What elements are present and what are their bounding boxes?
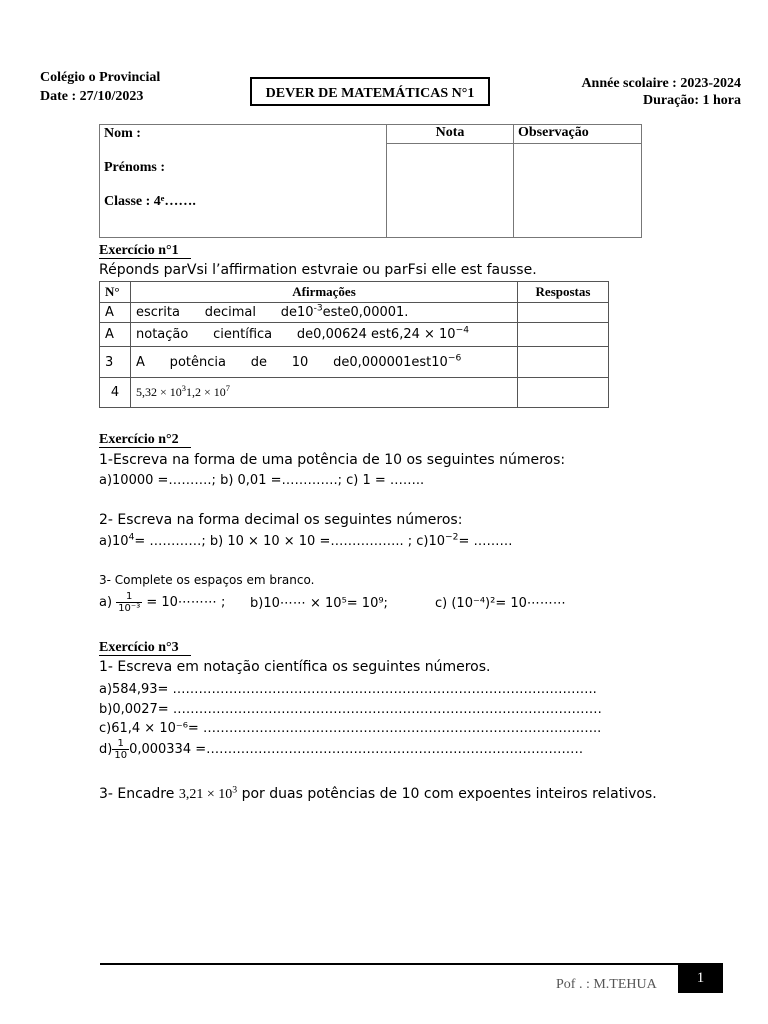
observacao-header: Observação (514, 125, 642, 144)
ex1-col-resp: Respostas (518, 282, 609, 303)
classe-label: Classe : 4ᵉ……. (104, 194, 196, 209)
ex3-title: Exercício n°3 (99, 640, 191, 656)
nom-label: Nom : (104, 126, 141, 141)
student-id-table (99, 124, 642, 238)
ex3-d: d) $\frac{1}{10}$ 0,000334 =…………………………………………………………………………… (99, 738, 584, 761)
row-answer-cell[interactable] (518, 347, 609, 378)
table-row (100, 323, 609, 347)
nota-header: Nota (387, 125, 514, 144)
fraction: $\frac{1}{10}$ (114, 738, 128, 761)
ex2-q1-items: a)10000 =……….; b) 0,01 =………….; c) 1 = …….. (99, 473, 425, 488)
ex2-q2: 2- Escreva na forma decimal os seguintes números: (99, 512, 463, 528)
fraction: $\frac{1}{\text{10⁻³}}$ (118, 591, 141, 614)
observacao-cell (514, 144, 642, 238)
ex2-title: Exercício n°2 (99, 432, 191, 448)
prenoms-label: Prénoms : (104, 160, 166, 175)
exam-date: Date : 27/10/2023 (40, 89, 144, 104)
ex3-b: b)0,0027= ……………………………………………………………………………………… (99, 702, 602, 717)
row-num: A (100, 323, 131, 347)
footer-teacher: Pof . : M.TEHUA (556, 977, 657, 992)
school-header (40, 68, 160, 106)
row-answer-cell[interactable] (518, 323, 609, 347)
row-num: 3 (100, 347, 131, 378)
ex1-col-aff: Afirmações (131, 282, 518, 303)
ex3-a: a)584,93= …………………………………………………………………………………….. (99, 682, 597, 697)
row-answer-cell[interactable] (518, 378, 609, 408)
year-duration (581, 75, 741, 109)
table-row (100, 347, 609, 378)
duration: Duração: 1 hora (643, 93, 741, 108)
footer-divider (100, 963, 722, 965)
nota-cell (387, 144, 514, 238)
ex2-q1: 1-Escreva na forma de uma potência de 10 os seguintes números: (99, 452, 566, 468)
document-title: DEVER DE MATEMÁTICAS N°1 (250, 77, 490, 106)
row-answer-cell[interactable] (518, 303, 609, 323)
table-row (100, 303, 609, 323)
ex1-table (99, 281, 609, 408)
row-num: 4 (100, 378, 131, 408)
row-num: A (100, 303, 131, 323)
ex3-c: c)61,4 × 10⁻⁶= ……………………………………………………………………………….. (99, 721, 602, 736)
student-info-cell (100, 125, 387, 238)
ex3-q1: 1- Escreva em notação científica os seguintes números. (99, 659, 491, 675)
row-affirmation: A potência de 10 $de0,000001est10^{-6}$ (131, 347, 518, 378)
row-affirmation: notação científica de0,00624 $est6,24 \times 10^{-4}$ (131, 323, 518, 347)
page-number: 1 (678, 963, 723, 993)
ex2-q3: 3- Complete os espaços em branco. (99, 573, 315, 587)
row-affirmation: $5,32 \times 10^31,2 \times 10^7$ (131, 378, 518, 408)
ex2-q3-c: c) (10⁻⁴)²= 10⋯⋯⋯ (435, 596, 566, 611)
table-row (100, 378, 609, 408)
ex1-col-num: N° (100, 282, 131, 303)
school-year: Année scolaire : 2023-2024 (581, 76, 741, 91)
ex2-q3-b: b)10⋯⋯ × 10⁵= 10⁹; (250, 596, 388, 611)
school-name: Colégio o Provincial (40, 70, 161, 85)
ex1-title: Exercício n°1 (99, 243, 191, 259)
ex3-q3: 3- Encadre $3,21 \times 10^3$ por duas potências de 10 com expoentes inteiros relativos. (99, 784, 657, 802)
ex2-q2-items: $a)10^4=$ …………; b) 10 × 10 × 10 =…………….. ; $c)10^{-2}=$ ……… (99, 532, 513, 549)
ex2-q3-a: a) $\frac{1}{\text{10⁻³}}$ = 10⋯⋯⋯ ; (99, 591, 226, 614)
ex1-instruction: Réponds parVsi l’affirmation estvraie ou parFsi elle est fausse. (99, 262, 537, 278)
row-affirmation: escrita decimal $de10^{-3}este0,00001$. (131, 303, 518, 323)
